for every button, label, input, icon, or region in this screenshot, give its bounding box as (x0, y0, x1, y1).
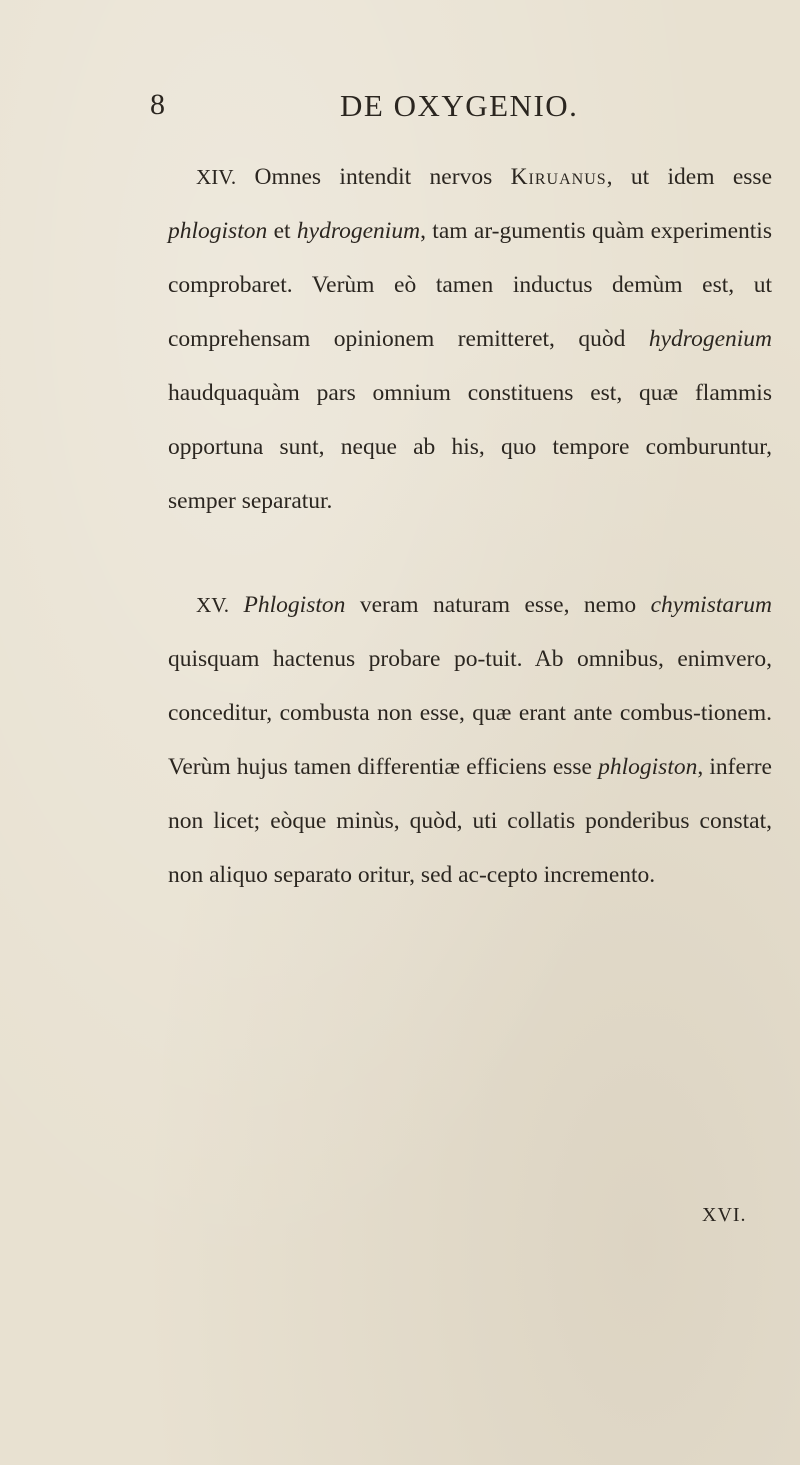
paragraph-xiv (168, 150, 772, 528)
catchword: XVI. (702, 1204, 747, 1226)
section-number: XV. (196, 593, 230, 617)
text-run: Omnes intendit nervos (236, 164, 511, 190)
italic-term: chymistarum (650, 592, 772, 618)
page-header (150, 88, 790, 128)
paragraph-xv (168, 578, 772, 902)
running-title: DE OXYGENIO. (340, 88, 579, 123)
text-run: veram naturam esse, nemo (345, 592, 651, 618)
page-number: 8 (150, 88, 166, 121)
text-run: , ut idem esse (606, 164, 772, 190)
author-name: Kiruanus (510, 164, 607, 190)
italic-term: phlogiston (168, 218, 268, 244)
section-number: XIV. (196, 165, 237, 189)
text-run: et (267, 218, 297, 244)
italic-term: Phlogiston (243, 592, 346, 618)
text-run: , tam ar-gumentis quàm experimentis comprobaret. Verùm eò tamen inductus demùm est, ut comprehensam opinionem remitteret, quòd (168, 218, 772, 352)
italic-term: hydrogenium (296, 218, 421, 244)
text-run: quisquam hactenus probare po-tuit. Ab omnibus, enimvero, conceditur, combusta non esse, quæ erant ante combus-tionem. Verùm hujus tamen differentiæ efficiens esse (168, 646, 772, 780)
text-run (229, 592, 243, 618)
text-run: haudquaquàm pars omnium constituens est, quæ flammis opportuna sunt, neque ab his, quo tempore comburuntur, semper separatur. (168, 380, 772, 514)
italic-term: phlogiston (598, 754, 698, 780)
text-run: , inferre non licet; eòque minùs, quòd, uti collatis ponderibus constat, non aliquo separato oritur, sed ac-cepto incremento. (168, 754, 772, 888)
italic-term: hydrogenium (648, 326, 772, 352)
body-text (168, 150, 772, 902)
